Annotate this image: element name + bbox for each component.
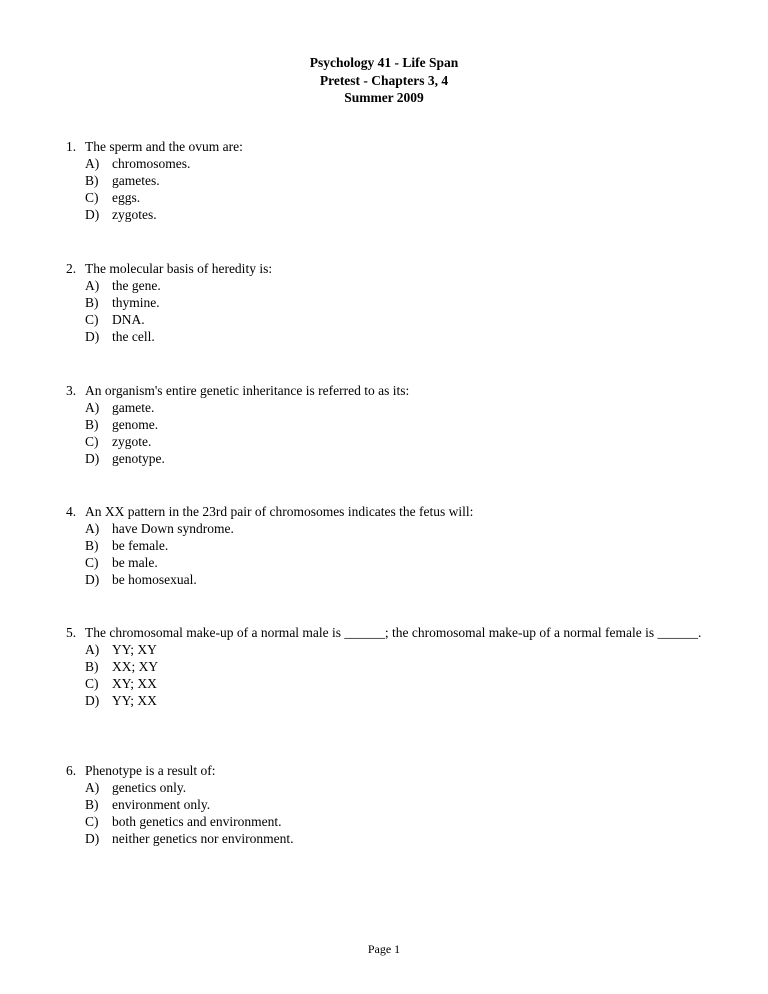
question-stem bbox=[66, 138, 746, 155]
option-letter: D) bbox=[85, 451, 100, 466]
option-text: both genetics and environment. bbox=[112, 814, 282, 829]
option-text: neither genetics nor environment. bbox=[112, 831, 294, 846]
option-letter: D) bbox=[85, 693, 100, 708]
question-5 bbox=[66, 624, 746, 709]
option-letter: D) bbox=[85, 572, 100, 587]
option-text: zygote. bbox=[112, 434, 152, 449]
question-1 bbox=[66, 138, 746, 223]
option-letter: C) bbox=[85, 190, 99, 205]
option-text: thymine. bbox=[112, 295, 160, 310]
option-text: YY; XY bbox=[112, 642, 157, 657]
question-text: Phenotype is a result of: bbox=[85, 763, 216, 778]
option-text: XY; XX bbox=[112, 676, 157, 691]
question-text: The sperm and the ovum are: bbox=[85, 139, 243, 154]
question-4 bbox=[66, 503, 746, 588]
question-stem bbox=[66, 503, 746, 520]
answer-option bbox=[66, 571, 746, 588]
option-text: gametes. bbox=[112, 173, 160, 188]
option-letter: A) bbox=[85, 156, 100, 171]
option-text: genome. bbox=[112, 417, 159, 432]
answer-option bbox=[66, 277, 746, 294]
answer-option bbox=[66, 675, 746, 692]
question-text: An organism's entire genetic inheritance is referred to as its: bbox=[85, 383, 410, 398]
question-6 bbox=[66, 762, 746, 847]
question-stem bbox=[66, 382, 746, 399]
question-number: 2. bbox=[66, 261, 77, 276]
option-text: gamete. bbox=[112, 400, 155, 415]
answer-option bbox=[66, 692, 746, 709]
question-number: 6. bbox=[66, 763, 77, 778]
question-number: 4. bbox=[66, 504, 77, 519]
option-letter: C) bbox=[85, 312, 99, 327]
question-3 bbox=[66, 382, 746, 467]
option-text: environment only. bbox=[112, 797, 211, 812]
answer-option bbox=[66, 520, 746, 537]
option-letter: B) bbox=[85, 295, 99, 310]
answer-option bbox=[66, 206, 746, 223]
option-text: genotype. bbox=[112, 451, 165, 466]
answer-option bbox=[66, 311, 746, 328]
option-letter: C) bbox=[85, 555, 99, 570]
option-text: genetics only. bbox=[112, 780, 187, 795]
option-text: DNA. bbox=[112, 312, 145, 327]
question-text: The molecular basis of heredity is: bbox=[85, 261, 273, 276]
question-stem bbox=[66, 762, 746, 779]
option-letter: A) bbox=[85, 278, 100, 293]
option-letter: C) bbox=[85, 434, 99, 449]
option-text: have Down syndrome. bbox=[112, 521, 234, 536]
question-stem bbox=[66, 260, 746, 277]
answer-option bbox=[66, 399, 746, 416]
option-letter: A) bbox=[85, 780, 100, 795]
option-text: the cell. bbox=[112, 329, 155, 344]
option-text: the gene. bbox=[112, 278, 161, 293]
question-text: An XX pattern in the 23rd pair of chromosomes indicates the fetus will: bbox=[85, 504, 474, 519]
option-text: be male. bbox=[112, 555, 158, 570]
option-letter: B) bbox=[85, 797, 99, 812]
answer-option bbox=[66, 554, 746, 571]
document-header bbox=[0, 54, 768, 107]
option-letter: B) bbox=[85, 417, 99, 432]
answer-option bbox=[66, 328, 746, 345]
answer-option bbox=[66, 433, 746, 450]
course-title: Psychology 41 - Life Span bbox=[309, 55, 459, 70]
option-letter: B) bbox=[85, 173, 99, 188]
option-text: be homosexual. bbox=[112, 572, 197, 587]
answer-option bbox=[66, 779, 746, 796]
answer-option bbox=[66, 416, 746, 433]
question-number: 3. bbox=[66, 383, 77, 398]
answer-option bbox=[66, 172, 746, 189]
option-letter: A) bbox=[85, 642, 100, 657]
page-number: Page 1 bbox=[367, 942, 401, 956]
option-text: zygotes. bbox=[112, 207, 157, 222]
option-letter: D) bbox=[85, 831, 100, 846]
question-number: 1. bbox=[66, 139, 77, 154]
question-text: The chromosomal make-up of a normal male is ______; the chromosomal make-up of a normal female is ______. bbox=[85, 625, 702, 640]
answer-option bbox=[66, 830, 746, 847]
question-number: 5. bbox=[66, 625, 77, 640]
answer-option bbox=[66, 537, 746, 554]
option-letter: A) bbox=[85, 400, 100, 415]
answer-option bbox=[66, 189, 746, 206]
option-text: YY; XX bbox=[112, 693, 157, 708]
option-letter: C) bbox=[85, 814, 99, 829]
option-text: be female. bbox=[112, 538, 169, 553]
answer-option bbox=[66, 813, 746, 830]
test-title: Pretest - Chapters 3, 4 bbox=[319, 72, 449, 88]
option-letter: D) bbox=[85, 207, 100, 222]
answer-option bbox=[66, 450, 746, 467]
question-2 bbox=[66, 260, 746, 345]
term: Summer 2009 bbox=[344, 90, 424, 105]
answer-option bbox=[66, 796, 746, 813]
option-text: eggs. bbox=[112, 190, 141, 205]
option-letter: B) bbox=[85, 659, 99, 674]
answer-option bbox=[66, 641, 746, 658]
option-letter: A) bbox=[85, 521, 100, 536]
answer-option bbox=[66, 658, 746, 675]
option-letter: D) bbox=[85, 329, 100, 344]
answer-option bbox=[66, 294, 746, 311]
answer-option bbox=[66, 155, 746, 172]
option-letter: B) bbox=[85, 538, 99, 553]
option-letter: C) bbox=[85, 676, 99, 691]
option-text: chromosomes. bbox=[112, 156, 191, 171]
option-text: XX; XY bbox=[112, 659, 159, 674]
question-stem bbox=[66, 624, 746, 641]
